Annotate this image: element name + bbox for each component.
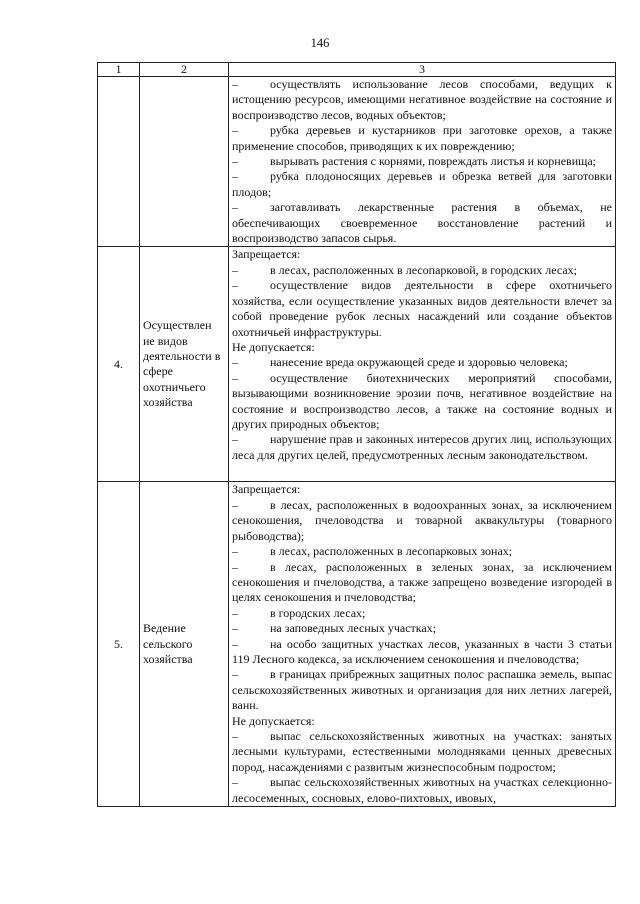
list-item-text: в городских лесах; (270, 605, 366, 620)
list-item-text: вырывать растения с корнями, повреждать листья и корневища; (270, 154, 597, 169)
list-item-text: осуществлять использование лесов способами, ведущих к истощению ресурсов, имеющими негативное воздействие на состояние и воспроизводство лесов, водных объектов; (232, 77, 612, 122)
dash-marker: – (232, 544, 238, 559)
list-item (232, 498, 612, 544)
list-item-text: заготавливать лекарственные растения в объемах, не обеспечивающих своевременное восстановление растений и воспроизводство запасов сырья. (232, 200, 612, 246)
dash-marker: – (232, 497, 238, 512)
dash-marker: – (232, 432, 238, 447)
dash-marker: – (232, 370, 238, 385)
row-title-cell (140, 77, 229, 247)
list-item-text: нарушение прав и законных интересов других лиц, использующих леса для других целей, предусмотренных лесным законодательством. (232, 432, 612, 462)
list-item (232, 432, 612, 463)
table-row-4 (98, 247, 616, 482)
dash-marker: – (232, 728, 238, 743)
list-item (232, 560, 612, 606)
list-item-text: осуществление биотехнических мероприятий способами, вызывающими возникновение эрозии почв, негативное воздействие на состояние и воспроизводство лесов, а также на состояние водных и других природных объектов; (232, 370, 612, 431)
list-item (232, 729, 612, 775)
list-item (232, 263, 612, 278)
list-item-text: нанесение вреда окружающей среде и здоровью человека; (270, 355, 568, 370)
row-number-cell (98, 77, 140, 247)
table-row-continued (98, 77, 616, 247)
list-item-text: рубка деревьев и кустарников при заготовке орехов, а также применение способов, приводящих к их повреждению; (232, 123, 612, 153)
table-header-row (98, 63, 616, 77)
list-item-text: в лесах, расположенных в водоохранных зонах, за исключением сенокошения, пчеловодства и товарной аквакультуры (товарного рыбоводства); (232, 497, 612, 543)
not-allowed-list (232, 355, 612, 463)
dash-marker: – (232, 154, 238, 169)
list-item (232, 621, 612, 636)
not-allowed-label: Не допускается: (232, 713, 315, 728)
dash-marker: – (232, 667, 238, 682)
list-item-text: в лесах, расположенных в лесопарковых зонах; (270, 544, 513, 559)
list-item-text: рубка плодоносящих деревьев и обрезка ветвей для заготовки плодов; (232, 169, 612, 199)
list-item (232, 606, 612, 621)
dash-marker: – (232, 262, 238, 277)
header-col-1: 1 (98, 63, 140, 77)
row-title: Осуществлен ие видов деятельности в сфере охотничьего хозяйства (140, 247, 229, 482)
list-item-text: выпас сельскохозяйственных животных на участках селекционно-лесосеменных, сосновых, елово-пихтовых, ивовых, (232, 775, 612, 805)
dash-marker: – (232, 605, 238, 620)
dash-marker: – (232, 123, 238, 138)
row-content-cell (229, 247, 616, 482)
list-item-text: на заповедных лесных участках; (270, 621, 437, 636)
list-item (232, 667, 612, 713)
restrictions-table (97, 62, 616, 807)
dash-marker: – (232, 775, 238, 790)
row-number: 4. (98, 247, 140, 482)
list-item (232, 200, 612, 246)
prohibited-list (232, 498, 612, 714)
list-item (232, 278, 612, 340)
list-item (232, 775, 612, 806)
list-item-text: в лесах, расположенных в зеленых зонах, за исключением сенокошения и пчеловодства, а также запрещено возведение изгородей в целях сенокошения и пчеловодства; (232, 559, 612, 605)
list-item-text: осуществление видов деятельности в сфере охотничьего хозяйства, если осуществление указанных видов деятельности влечет за собой проведение рубок лесных насаждений или создание объектов охотничьей инфраструктуры. (232, 278, 612, 339)
prohibited-label: Запрещается: (232, 482, 301, 497)
page-number: 146 (310, 36, 330, 50)
item-list (232, 77, 612, 246)
list-item (232, 637, 612, 668)
not-allowed-label: Не допускается: (232, 339, 315, 354)
dash-marker: – (232, 636, 238, 651)
dash-marker: – (232, 77, 238, 91)
header-col-3: 3 (229, 63, 616, 77)
dash-marker: – (232, 200, 238, 215)
not-allowed-list (232, 729, 612, 806)
list-item (232, 544, 612, 559)
list-item-text: выпас сельскохозяйственных животных на участках: занятых лесными культурами, естественными молодняками ценных древесных пород, насаждениями с развитым жизнеспособным подростом; (232, 728, 612, 774)
header-col-2: 2 (140, 63, 229, 77)
prohibited-list (232, 263, 612, 340)
list-item (232, 371, 612, 433)
list-item-text: в лесах, расположенных в лесопарковой, в городских лесах; (270, 262, 578, 277)
dash-marker: – (232, 278, 238, 293)
list-item-text: в границах прибрежных защитных полос распашка земель, выпас сельскохозяйственных животных и организация для них летних лагерей, ванн. (232, 667, 612, 713)
list-item (232, 169, 612, 200)
dash-marker: – (232, 621, 238, 636)
prohibited-label: Запрещается: (232, 247, 301, 262)
table-row-5 (98, 482, 616, 807)
dash-marker: – (232, 169, 238, 184)
list-item (232, 154, 612, 169)
list-item (232, 355, 612, 370)
dash-marker: – (232, 355, 238, 370)
row-content-cell (229, 77, 616, 247)
row-title: Ведение сельского хозяйства (140, 482, 229, 807)
row-content-cell (229, 482, 616, 807)
dash-marker: – (232, 559, 238, 574)
list-item-text: на особо защитных участках лесов, указанных в части 3 статьи 119 Лесного кодекса, за исключением сенокошения и пчеловодства; (232, 636, 612, 666)
row-number: 5. (98, 482, 140, 807)
list-item (232, 123, 612, 154)
list-item (232, 77, 612, 123)
